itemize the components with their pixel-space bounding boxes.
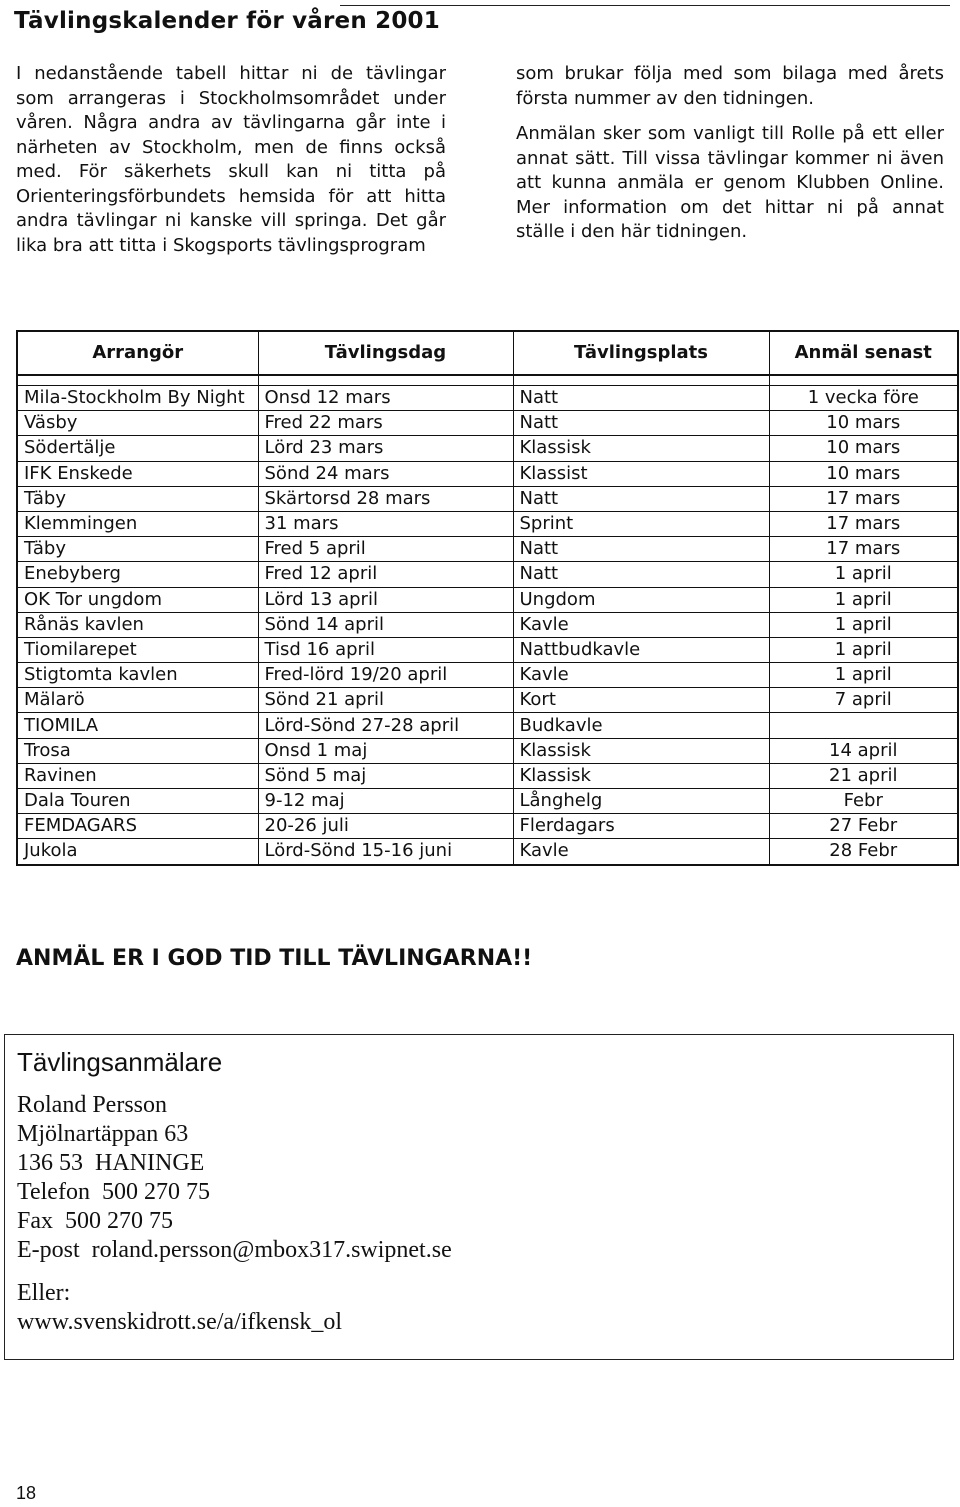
signup-reminder: ANMÄL ER I GOD TID TILL TÄVLINGARNA!! [16, 946, 533, 971]
cell-venue: Långhelg [513, 789, 769, 814]
table-row [17, 511, 958, 536]
cell-organizer: Trosa [17, 738, 258, 763]
table-row [17, 537, 958, 562]
cell-venue: Natt [513, 537, 769, 562]
cell-deadline: 1 april [769, 663, 958, 688]
contact-alt-label: Eller: [17, 1280, 71, 1306]
cell-deadline: 21 april [769, 763, 958, 788]
cell-venue: Ungdom [513, 587, 769, 612]
cell-venue: Natt [513, 562, 769, 587]
cell-deadline: Febr [769, 789, 958, 814]
contact-fax: Fax 500 270 75 [17, 1208, 173, 1234]
cell-deadline: 28 Febr [769, 839, 958, 865]
table-row [17, 411, 958, 436]
cell-venue: Kavle [513, 839, 769, 865]
cell-venue: Natt [513, 411, 769, 436]
cell-date: Sönd 24 mars [258, 461, 513, 486]
table-row [17, 461, 958, 486]
cell-organizer: Ravinen [17, 763, 258, 788]
table-row [17, 637, 958, 662]
cell-date: Tisd 16 april [258, 637, 513, 662]
column-header-deadline: Anmäl senast [769, 331, 958, 375]
cell-organizer: Södertälje [17, 436, 258, 461]
table-row [17, 386, 958, 411]
table-row [17, 738, 958, 763]
cell-deadline: 17 mars [769, 511, 958, 536]
contact-name: Roland Persson [17, 1092, 167, 1118]
cell-venue: Klassisk [513, 738, 769, 763]
intro-paragraph-left: I nedanstående tabell hittar ni de tävlingar som arrangeras i Stockholmsområdet under våren. Några andra av tävlingarna går inte i närheten av Stockholm, men de finns också med. För säkerhets skull kan ni titta på Orienteringsförbundets hemsida för att hitta andra tävlingar ni kanske vill springa. Det går lika bra att titta i Skogsports tävlingsprogram [16, 63, 446, 256]
contact-website: www.svenskidrott.se/a/ifkensk_ol [17, 1309, 343, 1335]
cell-date: Fred-lörd 19/20 april [258, 663, 513, 688]
cell-organizer: IFK Enskede [17, 461, 258, 486]
cell-deadline: 10 mars [769, 411, 958, 436]
cell-organizer: Täby [17, 537, 258, 562]
cell-deadline [769, 713, 958, 738]
cell-venue: Natt [513, 386, 769, 411]
cell-venue: Sprint [513, 511, 769, 536]
table-row [17, 814, 958, 839]
table-row [17, 612, 958, 637]
contact-postal: 136 53 HANINGE [17, 1150, 205, 1176]
intro-right-column [516, 62, 944, 245]
table-row [17, 839, 958, 865]
page-number: 18 [16, 1483, 37, 1503]
column-header-organizer: Arrangör [17, 331, 258, 375]
table-row [17, 663, 958, 688]
cell-date: Lörd-Sönd 27-28 april [258, 713, 513, 738]
cell-deadline: 27 Febr [769, 814, 958, 839]
cell-date: Sönd 14 april [258, 612, 513, 637]
cell-date: Lörd 13 april [258, 587, 513, 612]
cell-date: Sönd 21 april [258, 688, 513, 713]
cell-deadline: 10 mars [769, 461, 958, 486]
cell-organizer: Tiomilarepet [17, 637, 258, 662]
cell-deadline: 17 mars [769, 537, 958, 562]
cell-deadline: 7 april [769, 688, 958, 713]
column-header-venue: Tävlingsplats [513, 331, 769, 375]
intro-paragraph-right-1: som brukar följa med som bilaga med årets första nummer av den tidningen. [516, 63, 944, 109]
cell-venue: Nattbudkavle [513, 637, 769, 662]
cell-date: Fred 12 april [258, 562, 513, 587]
page-title: Tävlingskalender för våren 2001 [14, 8, 440, 34]
table-row [17, 587, 958, 612]
cell-organizer: Mälarö [17, 688, 258, 713]
cell-deadline: 1 april [769, 562, 958, 587]
cell-organizer: Stigtomta kavlen [17, 663, 258, 688]
competition-table [16, 330, 959, 866]
cell-deadline: 1 april [769, 637, 958, 662]
table-header-row [17, 331, 958, 375]
table-row [17, 436, 958, 461]
cell-organizer: Klemmingen [17, 511, 258, 536]
cell-date: Skärtorsd 28 mars [258, 486, 513, 511]
cell-deadline: 10 mars [769, 436, 958, 461]
contact-phone: Telefon 500 270 75 [17, 1179, 210, 1205]
cell-date: 20-26 juli [258, 814, 513, 839]
cell-date: 9-12 maj [258, 789, 513, 814]
contact-street: Mjölnartäppan 63 [17, 1121, 189, 1147]
contact-heading: Tävlingsanmälare [17, 1047, 223, 1077]
cell-deadline: 14 april [769, 738, 958, 763]
contact-box [4, 1034, 954, 1360]
cell-date: Fred 5 april [258, 537, 513, 562]
column-header-date: Tävlingsdag [258, 331, 513, 375]
cell-organizer: Jukola [17, 839, 258, 865]
cell-organizer: Väsby [17, 411, 258, 436]
cell-organizer: Enebyberg [17, 562, 258, 587]
table-spacer-row [17, 375, 958, 386]
cell-date: Onsd 1 maj [258, 738, 513, 763]
cell-venue: Kort [513, 688, 769, 713]
header-rule [340, 5, 950, 6]
cell-date: Fred 22 mars [258, 411, 513, 436]
intro-left-column [16, 62, 446, 258]
cell-date: 31 mars [258, 511, 513, 536]
contact-details [17, 1091, 452, 1337]
table-body [17, 375, 958, 865]
cell-venue: Natt [513, 486, 769, 511]
cell-date: Lörd-Sönd 15-16 juni [258, 839, 513, 865]
cell-venue: Kavle [513, 663, 769, 688]
cell-venue: Klassisk [513, 436, 769, 461]
contact-email: E-post roland.persson@mbox317.swipnet.se [17, 1237, 452, 1263]
cell-organizer: FEMDAGARS [17, 814, 258, 839]
cell-deadline: 17 mars [769, 486, 958, 511]
cell-organizer: OK Tor ungdom [17, 587, 258, 612]
cell-deadline: 1 april [769, 612, 958, 637]
table-row [17, 486, 958, 511]
cell-date: Onsd 12 mars [258, 386, 513, 411]
table-row [17, 562, 958, 587]
cell-venue: Klassist [513, 461, 769, 486]
cell-venue: Kavle [513, 612, 769, 637]
cell-organizer: Dala Touren [17, 789, 258, 814]
cell-date: Sönd 5 maj [258, 763, 513, 788]
table-row [17, 789, 958, 814]
cell-deadline: 1 vecka före [769, 386, 958, 411]
cell-organizer: Rånäs kavlen [17, 612, 258, 637]
cell-date: Lörd 23 mars [258, 436, 513, 461]
intro-paragraph-right-2: Anmälan sker som vanligt till Rolle på ett eller annat sätt. Till vissa tävlingar kommer ni även att kunna anmäla er genom Klubben Online. Mer information om det hittar ni på annat ställe i den här tidningen. [516, 123, 944, 242]
table-row [17, 688, 958, 713]
cell-deadline: 1 april [769, 587, 958, 612]
table-row [17, 713, 958, 738]
cell-organizer: Mila-Stockholm By Night [17, 386, 258, 411]
cell-organizer: TIOMILA [17, 713, 258, 738]
cell-venue: Flerdagars [513, 814, 769, 839]
cell-organizer: Täby [17, 486, 258, 511]
table-row [17, 763, 958, 788]
cell-venue: Budkavle [513, 713, 769, 738]
cell-venue: Klassisk [513, 763, 769, 788]
